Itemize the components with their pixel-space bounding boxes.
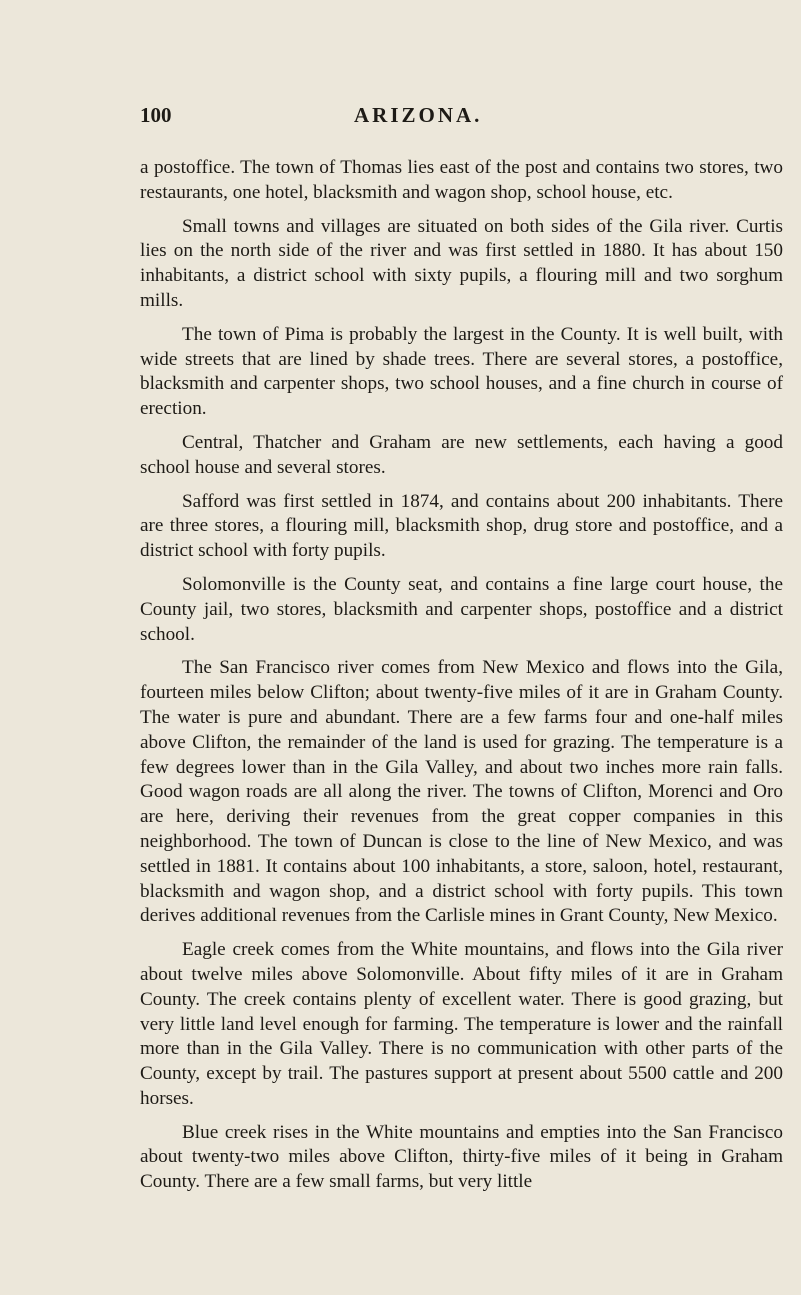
running-title: ARIZONA. xyxy=(354,103,483,127)
paragraph-san-francisco-river: The San Francisco river comes from New Mexico and flows into the Gila, fourteen miles below Clifton; about twenty-five miles of it are in Graham County. The water is pure and abundant. There are a few farms four and one-half miles above Clifton, the remainder of the land is used for grazing. The temperature is a few degrees lower than in the Gila Valley, and about two inches more rain falls. Good wagon roads are all along the river. The towns of Clifton, Morenci and Oro are here, deriving their revenues from the great copper companies in this neighborhood. The town of Duncan is close to the line of New Mexico, and was settled in 1881. It contains about 100 inhabitants, a store, saloon, hotel, restaurant, blacksmith and wagon shop, and a district school with forty pupils. This town derives additional revenues from the Carlisle mines in Grant County, New Mexico. xyxy=(140,657,783,927)
running-head xyxy=(140,103,780,133)
paragraph-blue-creek: Blue creek rises in the White mountains and empties into the San Francisco about twenty-two miles above Clifton, thirty-five miles of it being in Graham County. There are a few small farms, but very little xyxy=(140,1121,783,1193)
paragraph-thomas: a postoffice. The town of Thomas lies east of the post and contains two stores, two restaurants, one hotel, blacksmith and wagon shop, school house, etc. xyxy=(140,157,783,203)
paragraph-curtis: Small towns and villages are situated on both sides of the Gila river. Curtis lies on the north side of the river and was first settled in 1880. It has about 150 inhabitants, a district school with sixty pupils, a flouring mill and two sorghum mills. xyxy=(140,215,783,311)
body-text xyxy=(140,156,783,1204)
paragraph-eagle-creek: Eagle creek comes from the White mountains, and flows into the Gila river about twelve miles above Solomonville. About fifty miles of it are in Graham County. The creek contains plenty of excellent water. There is good grazing, but very little land level enough for farming. The temperature is lower and the rainfall more than in the Gila Valley. There is no communication with other parts of the County, except by trail. The pastures support at present about 5500 cattle and 200 horses. xyxy=(140,939,783,1109)
paragraph-central-thatcher-graham: Central, Thatcher and Graham are new settlements, each having a good school house and several stores. xyxy=(140,431,783,478)
paragraph-solomonville: Solomonville is the County seat, and contains a fine large court house, the County jail, two stores, blacksmith and carpenter shops, postoffice and a district school. xyxy=(140,573,783,645)
paragraph-safford: Safford was first settled in 1874, and contains about 200 inhabitants. There are three stores, a flouring mill, blacksmith shop, drug store and postoffice, and a district school with forty pupils. xyxy=(140,490,783,562)
paragraph-pima: The town of Pima is probably the largest in the County. It is well built, with wide streets that are lined by shade trees. There are several stores, a postoffice, blacksmith and carpenter shops, two school houses, and a fine church in course of erection. xyxy=(140,323,783,420)
page-number: 100 xyxy=(140,103,172,127)
